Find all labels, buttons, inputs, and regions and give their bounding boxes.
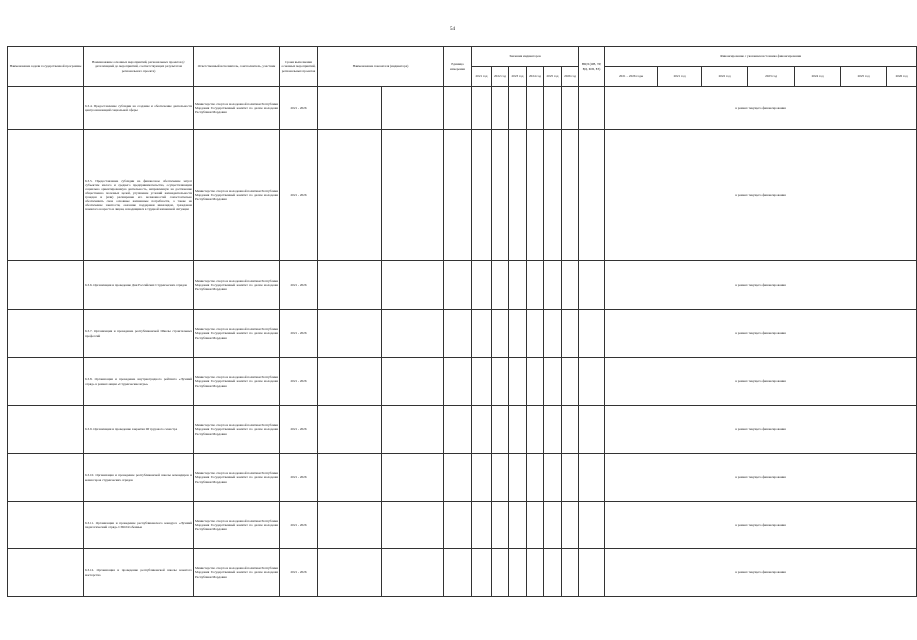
year-value-cell — [527, 310, 544, 358]
table-row — [8, 502, 917, 549]
code-cell — [579, 310, 605, 358]
header-events-name: Наименование основных мероприятий, региональных проектов (с детализацией до мероприятий, соответствующих результатам регионального проекта) — [84, 47, 194, 87]
code-cell — [579, 87, 605, 130]
funding-cell: в рамках текущего финансирования — [605, 130, 917, 261]
period-cell: 2021 - 2026 — [280, 406, 318, 454]
year-value-cell — [509, 261, 527, 310]
funding-cell: в рамках текущего финансирования — [605, 406, 917, 454]
responsible-cell: Министерство спорта и молодежной политики Республики Мордовия Государственный комитет по делам молодежи Республики Мордовия — [194, 454, 280, 502]
header-year: 2022 год — [492, 67, 509, 87]
year-value-cell — [562, 502, 579, 549]
indicator-name-cell-2 — [382, 87, 444, 130]
year-value-cell — [527, 358, 544, 406]
header-funding-year: 2022 год — [702, 67, 748, 87]
indicator-name-cell — [318, 261, 382, 310]
code-cell — [579, 454, 605, 502]
indicator-name-cell-2 — [382, 130, 444, 261]
year-value-cell — [472, 358, 492, 406]
code-cell — [579, 406, 605, 454]
year-value-cell — [509, 454, 527, 502]
event-cell: 6.3.5. Предоставление субсидии на финансовое обеспечение затрат субъектам малого и среднего предпринимательства, осуществляющим социально ориентированную деятельность, направленную на достижение общественно полезных целей, улучшение условий жизнедеятельности граждан и (или) расширение его возможностей самостоятельно обеспечивать свои основные жизненные потребности, а также на обеспечение занятости, оказание поддержки инвалидам, гражданам пожилого возраста и лицам, находящимся в трудной жизненной ситуации — [84, 130, 194, 261]
year-value-cell — [562, 358, 579, 406]
responsible-cell: Министерство спорта и молодежной политики Республики Мордовия Государственный комитет по делам молодежи Республики Мордовия — [194, 406, 280, 454]
task-cell — [8, 130, 84, 261]
event-cell: 6.3.11. Организация и проведение республиканского конкурса «Лучший педагогический отряд» СПО/Особенные — [84, 502, 194, 549]
year-value-cell — [562, 261, 579, 310]
event-cell: 6.3.6. Организация и проведение Дня Российских Студенческих отрядов — [84, 261, 194, 310]
funding-cell: в рамках текущего финансирования — [605, 454, 917, 502]
year-value-cell — [562, 406, 579, 454]
year-value-cell — [562, 549, 579, 597]
responsible-cell: Министерство спорта и молодежной политики Республики Мордовия Государственный комитет по делам молодежи Республики Мордовия — [194, 310, 280, 358]
year-value-cell — [562, 130, 579, 261]
table-row — [8, 261, 917, 310]
year-value-cell — [509, 358, 527, 406]
funding-cell: в рамках текущего финансирования — [605, 502, 917, 549]
program-table — [7, 46, 917, 597]
year-value-cell — [544, 454, 562, 502]
responsible-cell: Министерство спорта и молодежной политики Республики Мордовия Государственный комитет по делам молодежи Республики Мордовия — [194, 130, 280, 261]
header-indicator-values: Значения индикаторов — [472, 47, 579, 67]
header-year: 2021 год — [472, 67, 492, 87]
task-cell — [8, 549, 84, 597]
unit-cell — [444, 310, 472, 358]
period-cell: 2021 - 2026 — [280, 130, 318, 261]
year-value-cell — [492, 454, 509, 502]
year-value-cell — [509, 130, 527, 261]
unit-cell — [444, 549, 472, 597]
task-cell — [8, 358, 84, 406]
table-row — [8, 358, 917, 406]
header-row-1 — [8, 47, 917, 67]
year-value-cell — [492, 261, 509, 310]
event-cell: 6.3.9. Организация и проведение закрытия Ш трудового семестра — [84, 406, 194, 454]
funding-cell: в рамках текущего финансирования — [605, 310, 917, 358]
task-cell — [8, 87, 84, 130]
period-cell: 2021 - 2026 — [280, 87, 318, 130]
indicator-name-cell — [318, 310, 382, 358]
year-value-cell — [544, 87, 562, 130]
header-task-name: Наименование задачи государственной программы — [8, 47, 84, 87]
header-funding-year: 2021 – 2026 годы — [605, 67, 658, 87]
period-cell: 2021 - 2026 — [280, 358, 318, 406]
indicator-name-cell-2 — [382, 502, 444, 549]
table-row — [8, 454, 917, 502]
year-value-cell — [492, 87, 509, 130]
table-row — [8, 310, 917, 358]
header-funding-year: 2023 год — [748, 67, 795, 87]
period-cell: 2021 - 2026 — [280, 261, 318, 310]
task-cell — [8, 310, 84, 358]
event-cell: 6.3.10. Организация и проведение республиканской школы командиров и комиссаров студенческих отрядов — [84, 454, 194, 502]
header-funding-year: 2024 год — [795, 67, 841, 87]
indicator-name-cell — [318, 406, 382, 454]
year-value-cell — [527, 130, 544, 261]
responsible-cell: Министерство спорта и молодежной политики Республики Мордовия Государственный комитет по делам молодежи Республики Мордовия — [194, 87, 280, 130]
year-value-cell — [472, 454, 492, 502]
indicator-name-cell — [318, 87, 382, 130]
year-value-cell — [544, 502, 562, 549]
indicator-name-cell — [318, 454, 382, 502]
indicator-name-cell-2 — [382, 310, 444, 358]
code-cell — [579, 261, 605, 310]
year-value-cell — [544, 261, 562, 310]
year-value-cell — [527, 454, 544, 502]
year-value-cell — [472, 310, 492, 358]
header-funding-year: 2026 год — [887, 67, 917, 87]
indicator-name-cell — [318, 130, 382, 261]
year-value-cell — [527, 87, 544, 130]
year-value-cell — [562, 87, 579, 130]
responsible-cell: Министерство спорта и молодежной политики Республики Мордовия Государственный комитет по делам молодежи Республики Мордовия — [194, 549, 280, 597]
responsible-cell: Министерство спорта и молодежной политики Республики Мордовия Государственный комитет по делам молодежи Республики Мордовия — [194, 261, 280, 310]
table-row — [8, 87, 917, 130]
period-cell: 2021 - 2026 — [280, 310, 318, 358]
code-cell — [579, 502, 605, 549]
header-funding-year: 2025 год — [841, 67, 887, 87]
page-number: 54 — [450, 27, 455, 32]
year-value-cell — [509, 310, 527, 358]
year-value-cell — [472, 130, 492, 261]
year-value-cell — [544, 406, 562, 454]
funding-cell: в рамках текущего финансирования — [605, 358, 917, 406]
year-value-cell — [509, 406, 527, 454]
code-cell — [579, 549, 605, 597]
header-code: ВЦП (ОВ, ТР, ВД, МП, ЕЗ) — [579, 47, 605, 87]
header-funding-year: 2021 год — [658, 67, 702, 87]
year-value-cell — [472, 87, 492, 130]
year-value-cell — [562, 454, 579, 502]
unit-cell — [444, 358, 472, 406]
indicator-name-cell-2 — [382, 549, 444, 597]
code-cell — [579, 130, 605, 261]
table-row — [8, 130, 917, 261]
year-value-cell — [472, 261, 492, 310]
period-cell: 2021 - 2026 — [280, 502, 318, 549]
year-value-cell — [509, 87, 527, 130]
task-cell — [8, 261, 84, 310]
header-year: 2026 год — [562, 67, 579, 87]
period-cell: 2021 - 2026 — [280, 549, 318, 597]
year-value-cell — [527, 406, 544, 454]
header-funding: Финансирование с указанием источника финансирования — [605, 47, 917, 67]
indicator-name-cell-2 — [382, 454, 444, 502]
indicator-name-cell — [318, 549, 382, 597]
year-value-cell — [492, 406, 509, 454]
table-body — [8, 87, 917, 597]
unit-cell — [444, 502, 472, 549]
year-value-cell — [544, 549, 562, 597]
year-value-cell — [492, 549, 509, 597]
event-cell: 6.3.12. Организация и проведение республиканской школы вожатого мастерства — [84, 549, 194, 597]
year-value-cell — [492, 502, 509, 549]
header-year: 2025 год — [544, 67, 562, 87]
indicator-name-cell-2 — [382, 358, 444, 406]
year-value-cell — [472, 406, 492, 454]
year-value-cell — [472, 549, 492, 597]
task-cell — [8, 406, 84, 454]
responsible-cell: Министерство спорта и молодежной политики Республики Мордовия Государственный комитет по делам молодежи Республики Мордовия — [194, 358, 280, 406]
header-indicator-name: Наименование показателя (индикатора) — [318, 47, 444, 87]
header-year: 2024 год — [527, 67, 544, 87]
unit-cell — [444, 130, 472, 261]
year-value-cell — [492, 358, 509, 406]
code-cell — [579, 358, 605, 406]
header-period: Сроки выполнения основных мероприятий, региональных проектов — [280, 47, 318, 87]
year-value-cell — [544, 130, 562, 261]
year-value-cell — [509, 549, 527, 597]
year-value-cell — [527, 261, 544, 310]
indicator-name-cell-2 — [382, 406, 444, 454]
indicator-name-cell — [318, 502, 382, 549]
year-value-cell — [527, 502, 544, 549]
funding-cell: в рамках текущего финансирования — [605, 87, 917, 130]
unit-cell — [444, 406, 472, 454]
unit-cell — [444, 261, 472, 310]
header-year: 2023 год — [509, 67, 527, 87]
task-cell — [8, 454, 84, 502]
table-row — [8, 406, 917, 454]
table-row — [8, 549, 917, 597]
year-value-cell — [492, 310, 509, 358]
unit-cell — [444, 87, 472, 130]
task-cell — [8, 502, 84, 549]
year-value-cell — [544, 358, 562, 406]
funding-cell: в рамках текущего финансирования — [605, 549, 917, 597]
event-cell: 6.3.8. Организация и проведение внутриотрядного рейтинга «Лучший отряд» в рамках акции «Студенческие игры» — [84, 358, 194, 406]
indicator-name-cell-2 — [382, 261, 444, 310]
responsible-cell: Министерство спорта и молодежной политики Республики Мордовия Государственный комитет по делам молодежи Республики Мордовия — [194, 502, 280, 549]
year-value-cell — [562, 310, 579, 358]
year-value-cell — [492, 130, 509, 261]
header-responsible: Ответственный исполнитель, соисполнитель, участник — [194, 47, 280, 87]
year-value-cell — [509, 502, 527, 549]
unit-cell — [444, 454, 472, 502]
event-cell: 6.3.7. Организация и проведение республиканской Школы строительных профессий — [84, 310, 194, 358]
year-value-cell — [472, 502, 492, 549]
year-value-cell — [527, 549, 544, 597]
year-value-cell — [544, 310, 562, 358]
funding-cell: в рамках текущего финансирования — [605, 261, 917, 310]
header-unit: Единица измерения — [444, 47, 472, 87]
period-cell: 2021 - 2026 — [280, 454, 318, 502]
indicator-name-cell — [318, 358, 382, 406]
event-cell: 6.3.4. Предоставление субсидии на создание и обеспечение деятельности центра инноваций социальной сферы — [84, 87, 194, 130]
